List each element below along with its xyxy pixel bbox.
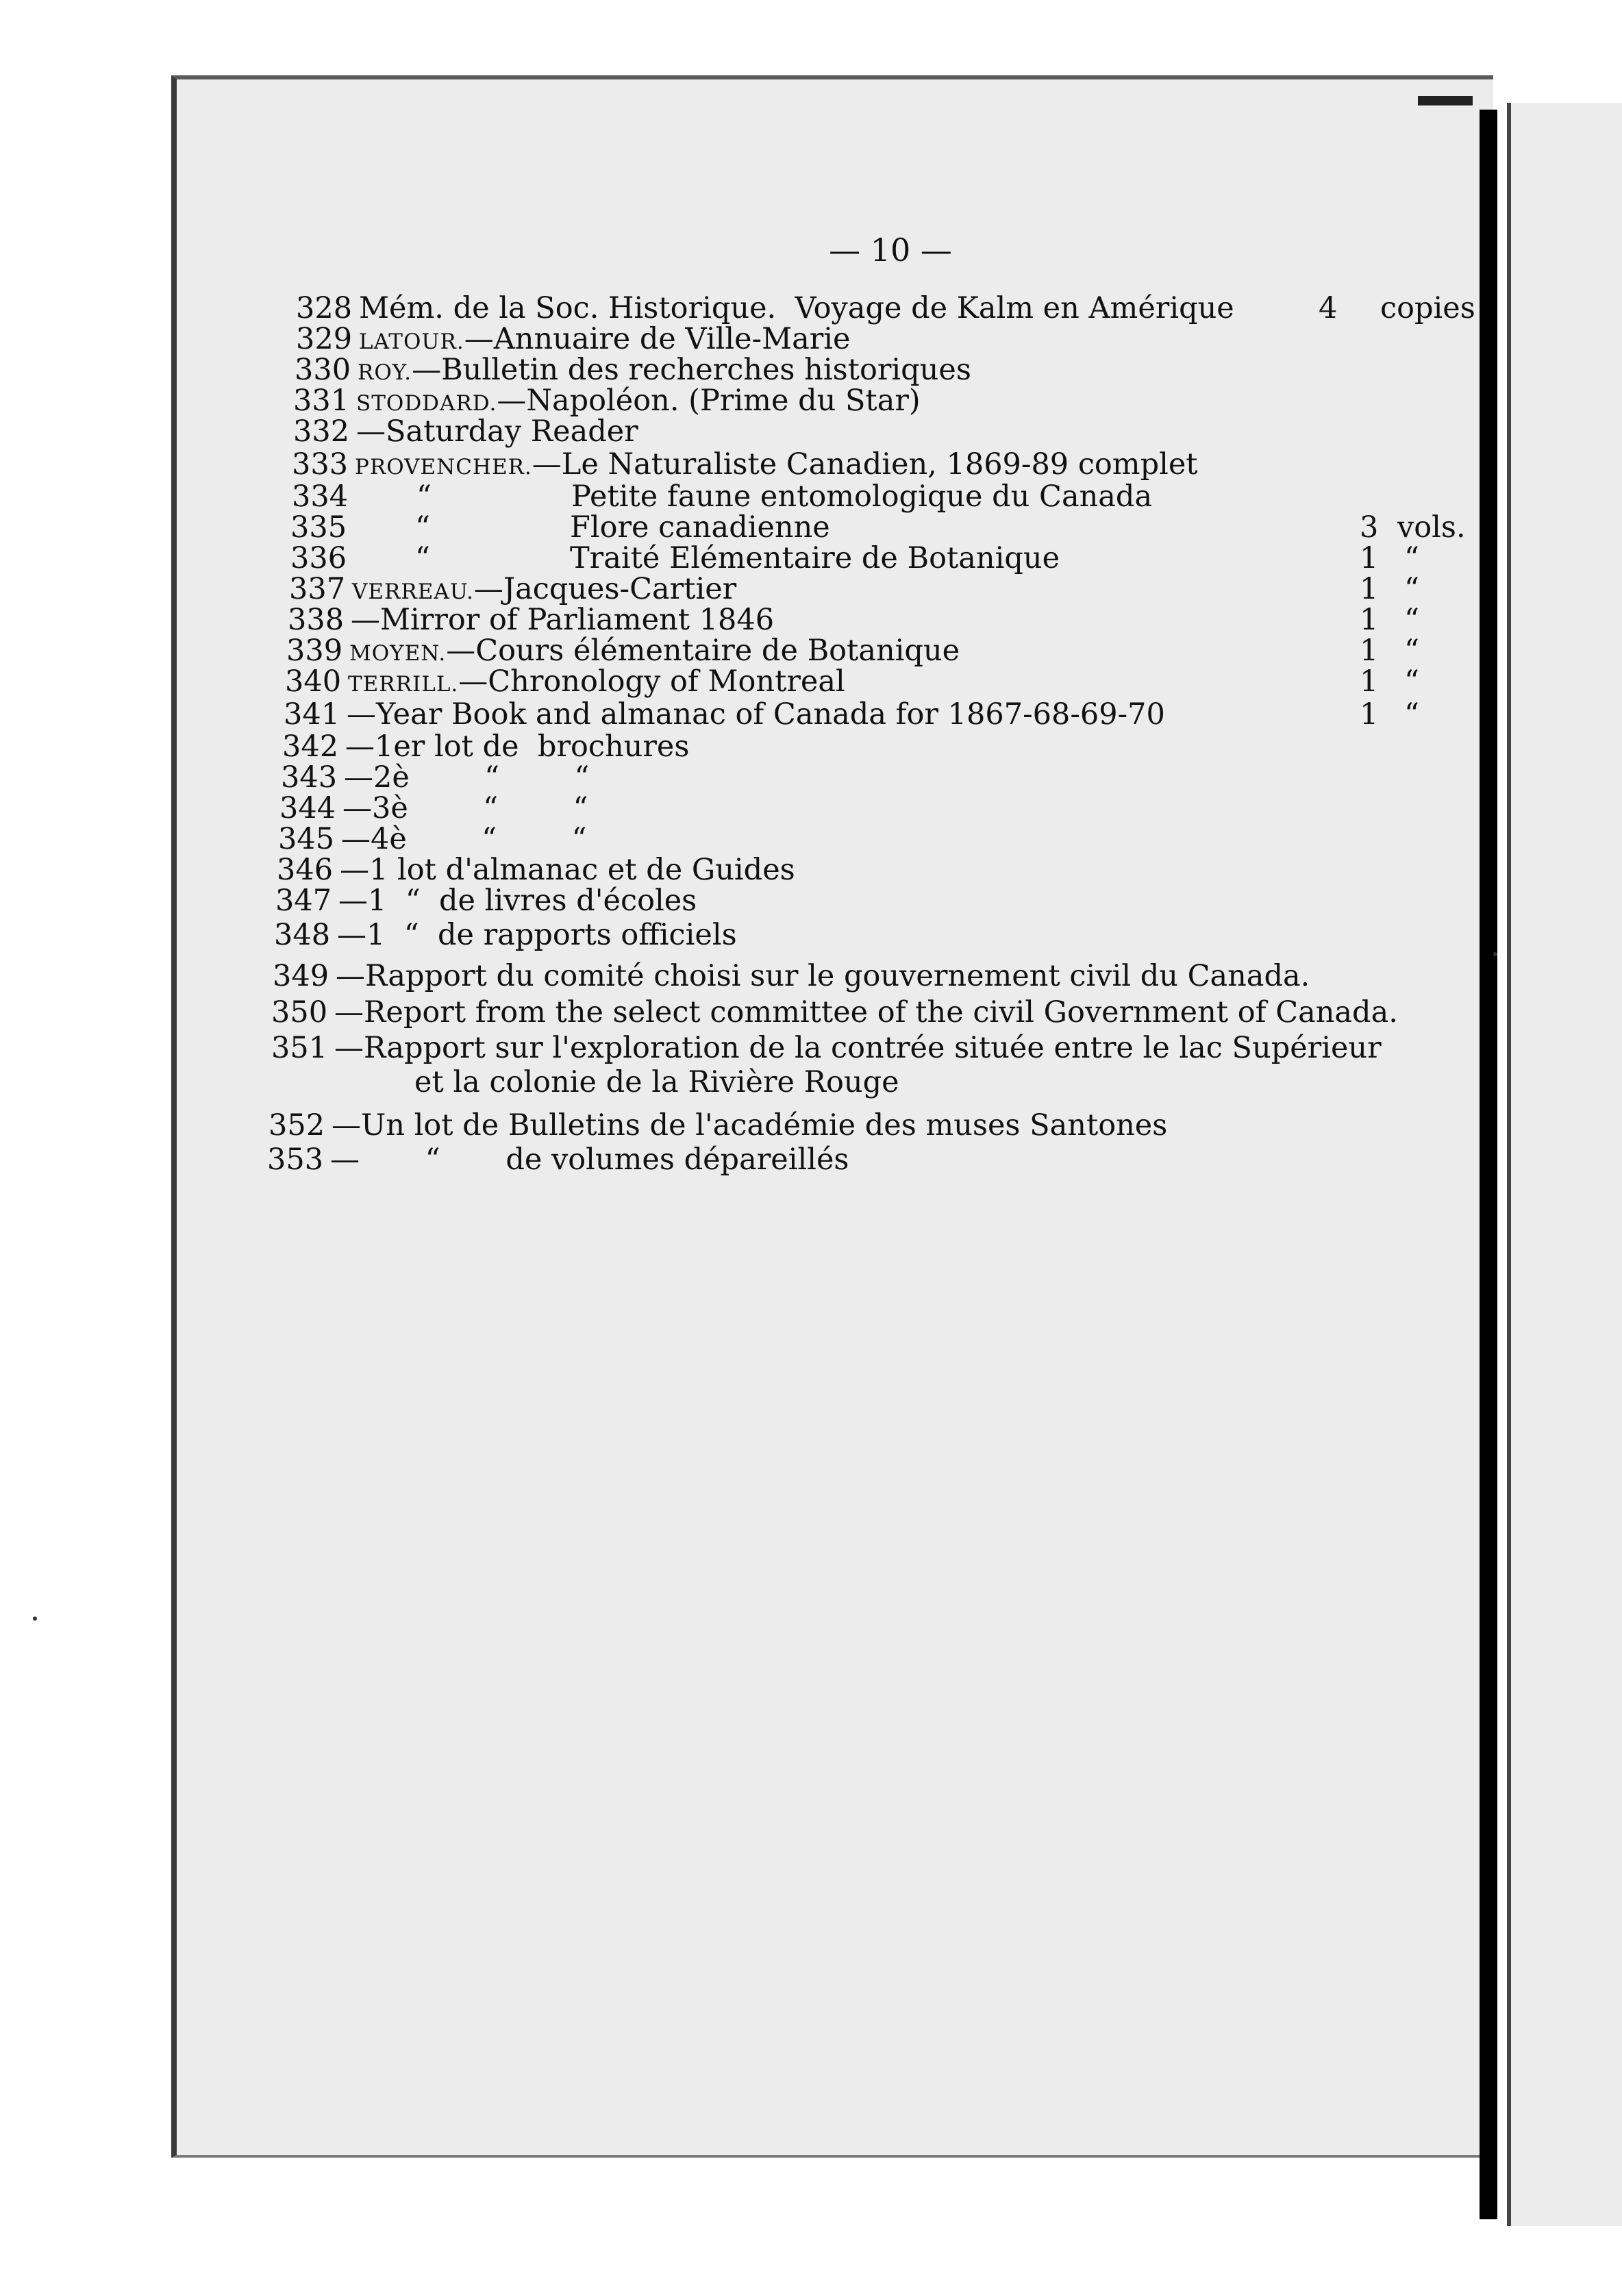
entry-text: —Mirror of Parliament 1846	[351, 603, 775, 637]
entry-unit: vols.	[1397, 510, 1466, 545]
entry-title	[334, 1031, 1382, 1065]
entry-number: 336	[290, 541, 347, 575]
entry-title	[355, 479, 1152, 514]
catalogue-entry	[0, 791, 1622, 825]
entry-text: —1 “ de rapports officiels	[337, 918, 737, 952]
entry-text: —1 “ de livres d'écoles	[338, 884, 697, 918]
entry-text: Mém. de la Soc. Historique. Voyage de Kalm en Amérique	[359, 291, 1234, 325]
entry-unit: “	[1404, 541, 1419, 575]
entry-number: 353	[267, 1143, 324, 1177]
entry-title	[336, 959, 1310, 993]
catalogue-entry	[0, 822, 1622, 856]
entry-text: —Un lot de Bulletins de l'académie des muses Santones	[332, 1108, 1168, 1143]
entry-text: —Year Book and almanac of Canada for 1867-68-69-70	[347, 697, 1165, 732]
entry-number: 343	[281, 760, 338, 795]
entry-text: —Rapport du comité choisi sur le gouvernement civil du Canada.	[336, 959, 1310, 993]
catalogue-entry	[0, 414, 1622, 449]
entry-number: 337	[289, 572, 346, 606]
entry-title	[330, 1143, 849, 1177]
entry-title	[356, 384, 921, 418]
ditto-mark: “	[416, 479, 432, 514]
catalogue-entry	[0, 603, 1622, 637]
catalogue-entry	[0, 572, 1622, 606]
entry-text: —1er lot de brochures	[345, 729, 690, 764]
entry-title	[348, 664, 845, 699]
entry-text: Petite faune entomologique du Canada	[571, 479, 1153, 514]
entry-title	[342, 791, 588, 825]
speck	[1493, 952, 1497, 956]
entry-number: 335	[290, 510, 347, 545]
catalogue-entry	[0, 760, 1622, 795]
entry-author: STODDARD.	[356, 391, 497, 416]
entry-author: PROVENCHER.	[355, 455, 532, 479]
entry-text: —Report from the select committee of the civil Government of Canada.	[334, 995, 1398, 1030]
catalogue-entry	[0, 447, 1622, 482]
catalogue-entry	[0, 634, 1622, 668]
catalogue-entry	[0, 918, 1622, 952]
entry-number: 347	[275, 884, 332, 918]
entry-number: 345	[278, 822, 335, 856]
entry-title	[341, 822, 586, 856]
entry-unit: “	[1404, 603, 1419, 637]
entry-title	[353, 510, 830, 545]
catalogue-entry	[0, 353, 1622, 387]
entry-number: 346	[277, 853, 334, 887]
entry-text: —Rapport sur l'exploration de la contrée située entre le lac Supérieur	[334, 1031, 1382, 1065]
entry-title	[344, 760, 589, 795]
entry-title	[353, 541, 1060, 575]
entry-number: 341	[284, 697, 340, 732]
entry-text: —2è “ “	[344, 760, 590, 795]
entry-author: ROY.	[358, 360, 412, 385]
entry-number: 328	[296, 291, 353, 325]
entry-title	[345, 729, 689, 764]
entry-author: VERREAU.	[352, 579, 474, 604]
entry-unit: “	[1404, 697, 1419, 732]
entry-unit: copies	[1380, 291, 1475, 325]
entry-number: 330	[295, 353, 351, 387]
catalogue-entry	[0, 729, 1622, 764]
entry-text: —Cours élémentaire de Botanique	[446, 634, 960, 668]
catalogue-entry	[0, 959, 1622, 993]
entry-number: 348	[274, 918, 331, 952]
catalogue-entry	[0, 995, 1622, 1030]
catalogue-entry	[0, 510, 1622, 545]
entry-text: —3è “ “	[342, 791, 588, 825]
entry-number: 331	[293, 384, 350, 418]
entry-text: —Chronology of Montreal	[458, 664, 845, 699]
entry-quantity: 1	[1360, 572, 1379, 606]
catalogue-entry	[0, 697, 1622, 732]
entry-title	[332, 1108, 1167, 1143]
entry-number: 352	[269, 1108, 325, 1143]
entry-text: —Annuaire de Ville-Marie	[464, 322, 851, 356]
entry-author: LATOUR.	[359, 329, 464, 354]
entry-text: —Napoléon. (Prime du Star)	[497, 384, 921, 418]
entry-title	[338, 884, 697, 918]
entry-text: —Le Naturaliste Canadien, 1869-89 complet	[532, 447, 1198, 482]
entry-title	[347, 697, 1165, 732]
catalogue-entry	[0, 853, 1622, 887]
entry-quantity: 1	[1360, 634, 1379, 668]
entry-quantity: 4	[1319, 291, 1338, 325]
entry-number: 338	[288, 603, 345, 637]
catalogue-entry	[0, 541, 1622, 575]
entry-title	[356, 414, 638, 449]
entry-title	[340, 853, 795, 887]
entry-text: — “ de volumes dépareillés	[330, 1143, 849, 1177]
entry-text: —Saturday Reader	[356, 414, 638, 449]
entry-text: —1 lot d'almanac et de Guides	[340, 853, 795, 887]
entry-unit: “	[1404, 664, 1419, 699]
catalogue-entry	[0, 384, 1622, 418]
page-edge-mark	[1418, 96, 1473, 105]
ditto-mark: “	[415, 510, 430, 545]
catalogue-entry	[0, 884, 1622, 918]
entry-text: Traité Elémentaire de Botanique	[570, 541, 1060, 575]
entry-number: 329	[296, 322, 353, 356]
entry-text: —Bulletin des recherches historiques	[412, 353, 971, 387]
entry-title	[358, 353, 971, 387]
entry-author: TERRILL.	[348, 672, 459, 697]
catalogue-entry	[0, 322, 1622, 356]
entry-title	[334, 995, 1398, 1030]
entry-number: 344	[279, 791, 336, 825]
entry-quantity: 1	[1360, 697, 1379, 732]
entry-title	[337, 918, 737, 952]
entry-quantity: 3	[1360, 510, 1379, 545]
catalogue-entry	[0, 1108, 1622, 1143]
entry-text: —Jacques-Cartier	[473, 572, 737, 606]
entry-number: 334	[292, 479, 349, 514]
entry-text: —4è “ “	[341, 822, 587, 856]
entry-number: 339	[286, 634, 343, 668]
entry-author: MOYEN.	[349, 641, 447, 666]
catalogue-entry	[0, 291, 1622, 325]
entry-continuation: et la colonie de la Rivière Rouge	[414, 1065, 899, 1099]
entry-number: 342	[282, 729, 339, 764]
page-number: — 10 —	[829, 232, 952, 269]
catalogue-entry	[0, 1143, 1622, 1177]
catalogue-entry	[0, 479, 1622, 514]
entry-unit: “	[1404, 572, 1419, 606]
catalogue-entry	[0, 1031, 1622, 1065]
entry-quantity: 1	[1360, 541, 1379, 575]
entry-title	[355, 447, 1198, 482]
entry-title	[351, 603, 774, 637]
entry-number: 351	[271, 1031, 328, 1065]
entry-title	[359, 291, 1234, 325]
entry-title	[359, 322, 851, 356]
entry-quantity: 1	[1360, 664, 1379, 699]
entry-number: 350	[271, 995, 328, 1030]
ditto-mark: “	[415, 541, 430, 575]
entry-number: 340	[285, 664, 342, 699]
entry-number: 332	[293, 414, 350, 449]
entry-unit: “	[1404, 634, 1419, 668]
entry-number: 333	[292, 447, 349, 482]
entry-title	[352, 572, 736, 606]
entry-number: 349	[273, 959, 329, 993]
entry-text: Flore canadienne	[570, 510, 830, 545]
speck	[33, 1617, 37, 1621]
catalogue-entry	[0, 664, 1622, 699]
entry-quantity: 1	[1360, 603, 1379, 637]
entry-title	[349, 634, 960, 668]
